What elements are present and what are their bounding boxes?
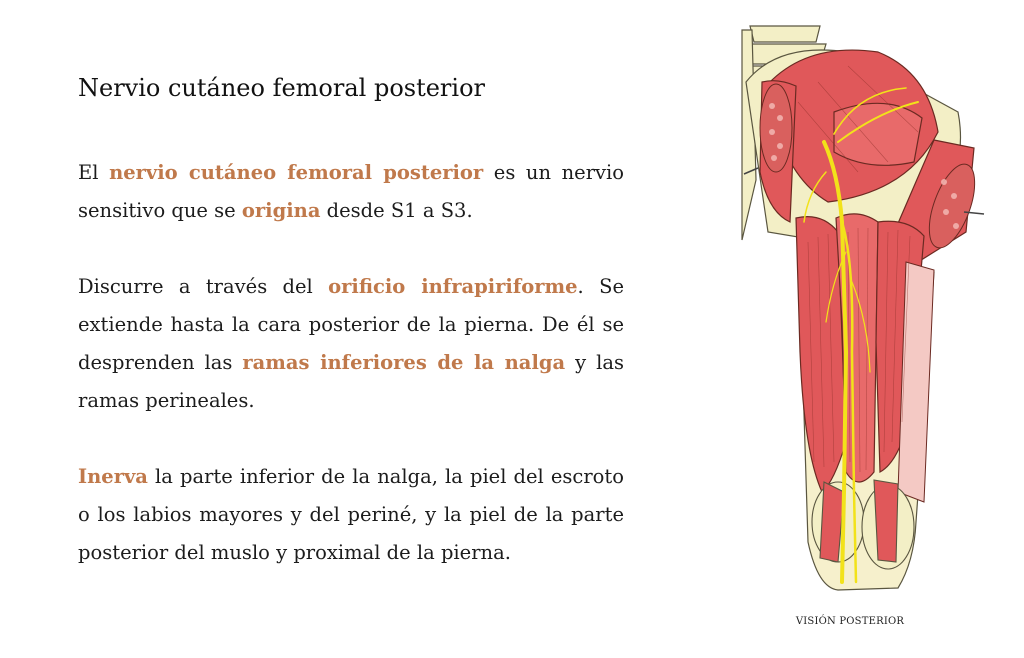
highlight-origin: origina	[241, 199, 321, 222]
text-span: desde S1 a S3.	[320, 199, 473, 222]
paragraph-innervation	[78, 458, 624, 572]
paragraph-origin	[78, 154, 624, 230]
highlight-nerve-name: nervio cutáneo femoral posterior	[109, 161, 484, 184]
anatomy-illustration	[738, 22, 988, 594]
text-span: y las ramas perineales.	[78, 351, 624, 412]
highlight-gluteal-branches: ramas inferiores de la nalga	[242, 351, 566, 374]
text-span: El	[78, 161, 110, 184]
text-span: la parte inferior de la nalga, la piel del escroto o los labios mayores y del periné, y la piel de la parte posterior del muslo y proximal de la pierna.	[78, 465, 624, 564]
figure-caption: VISIÓN POSTERIOR	[795, 616, 905, 627]
text-span: es un nervio sensitivo que se	[78, 161, 625, 222]
text-span: . Se extiende hasta la cara posterior de la pierna. De él se desprenden las	[78, 275, 624, 374]
page-title: Nervio cutáneo femoral posterior	[78, 74, 486, 102]
text-column	[78, 68, 624, 572]
highlight-infrapiriform: orificio infrapiriforme	[328, 275, 578, 298]
text-span: Discurre a través del	[78, 275, 329, 298]
thigh-posterior-svg	[738, 22, 988, 594]
highlight-innervates: Inerva	[78, 465, 148, 488]
paragraph-course	[78, 268, 624, 420]
